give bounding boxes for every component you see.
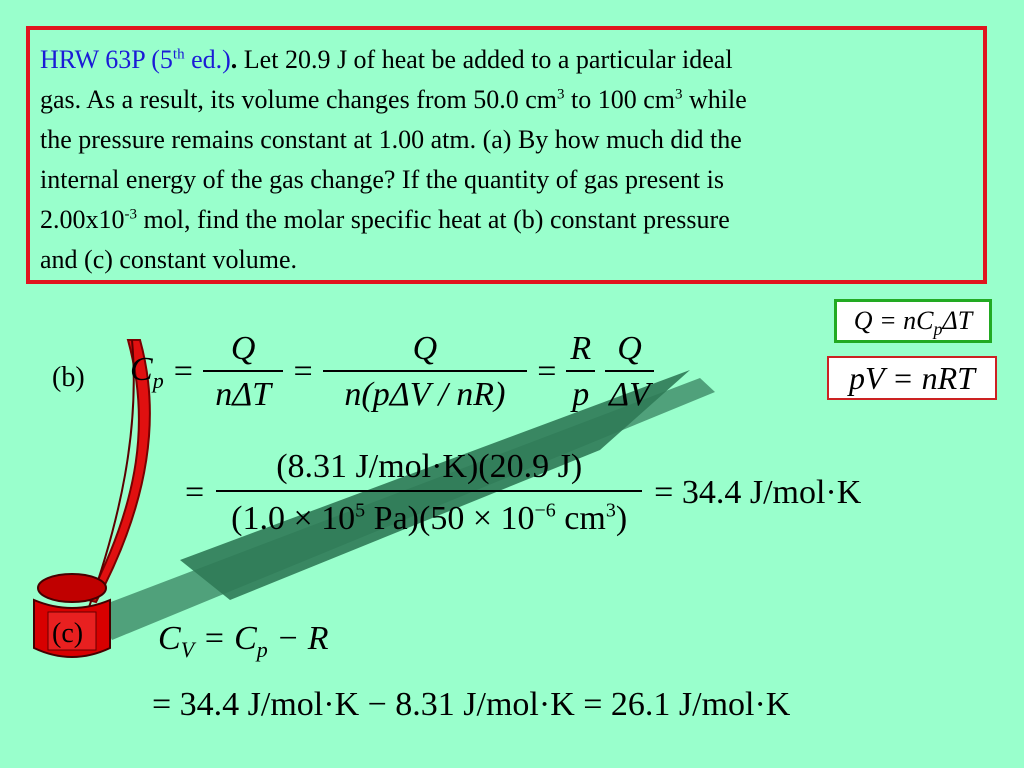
problem-statement-box bbox=[26, 26, 987, 284]
equals-sign: = bbox=[293, 353, 313, 390]
equals-sign: = bbox=[537, 353, 557, 390]
problem-line-6: and (c) constant volume. bbox=[40, 245, 298, 274]
problem-reference: HRW 63P (5th ed.) bbox=[40, 45, 231, 74]
calculation-denominator: ($1.0 \times 10^5$ $Pa)(50 \times 10^{-6}$ $cm^3$) bbox=[231, 499, 628, 537]
ink-bottle-top bbox=[38, 574, 106, 602]
ideal-gas-law-box: pV = nRT bbox=[827, 356, 997, 400]
problem-line-4: internal energy of the gas change? If the quantity of gas present is bbox=[40, 165, 724, 194]
part-c-formula: $C_V = C_p - R$ bbox=[158, 620, 329, 662]
problem-line-3: the pressure remains constant at 1.00 atm. (a) By how much did the bbox=[40, 125, 742, 154]
cp-symbol: $C_p$ bbox=[130, 350, 164, 393]
problem-line-2: gas. As a result, its volume changes from 50.0 $cm^3$ to 100 $cm^3$ while bbox=[40, 85, 747, 114]
equals-sign: = bbox=[173, 353, 193, 390]
problem-line-1: HRW 63P (5th ed.). Let 20.9 J of heat be added to a particular ideal bbox=[40, 45, 733, 74]
equals-sign: = bbox=[185, 474, 205, 511]
part-b-calculation bbox=[185, 450, 861, 536]
calculation-numerator: (8.31 J/mol·K)(20.9 J) bbox=[216, 450, 642, 492]
part-c-result: = 34.4 J/mol·K − 8.31 J/mol·K = 26.1 J/mol·K bbox=[152, 686, 791, 723]
part-c-label: (c) bbox=[52, 618, 84, 649]
calculation-fraction bbox=[216, 450, 642, 536]
part-b-label: (b) bbox=[52, 362, 85, 393]
part-b-derivation bbox=[130, 332, 654, 412]
fraction-q-over-dv: $\frac{Q}{\Delta V}$ bbox=[605, 332, 654, 412]
fraction-q-over-ndt: $\frac{Q}{\text{nΔT}}$ bbox=[203, 332, 284, 412]
fraction-q-over-npdv: $\frac{Q}{\text{n(pΔV / nR)}}$ bbox=[323, 332, 528, 412]
cp-result: = 34.4 J/mol·K bbox=[654, 474, 862, 511]
fraction-r-over-p: $\frac{R}{p}$ bbox=[566, 332, 595, 412]
problem-line-5: $2.00x10^{-3}$ mol, find the molar specific heat at (b) constant pressure bbox=[40, 205, 730, 234]
heat-formula-box: $Q = nC_p\Delta T$ bbox=[834, 299, 992, 343]
